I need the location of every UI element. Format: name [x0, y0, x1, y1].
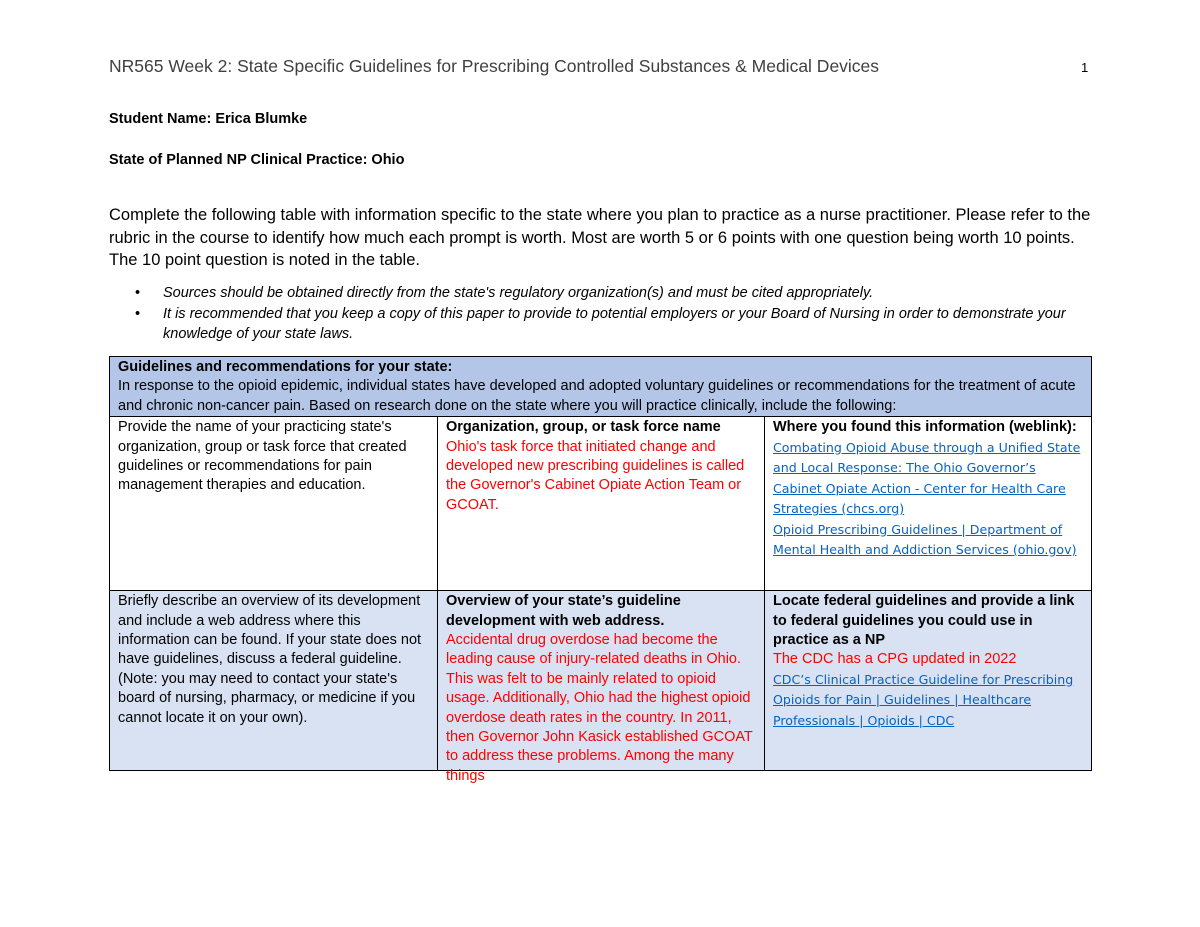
chcs-link[interactable]: Combating Opioid Abuse through a Unified State and Local Response: The Ohio Governor’s Cabinet Opiate Action - Center for Health Care Strategies (chcs.org)	[773, 439, 1081, 517]
prompt-text: Briefly describe an overview of its development and include a web address where this information can be found. If your state does not have guidelines, discuss a federal guideline. (Note: you may need to contact your state's board of nursing, pharmacy, or medicine if you cannot locate it on your own).	[118, 593, 422, 726]
answer-heading: Overview of your state’s guideline development with web address.	[446, 593, 681, 629]
ohio-mha-link[interactable]: Opioid Prescribing Guidelines | Department of Mental Health and Addiction Services (ohio.gov)	[773, 521, 1077, 558]
running-header: NR565 Week 2: State Specific Guidelines for Prescribing Controlled Substances & Medical Devices	[109, 56, 880, 76]
table-header-title: Guidelines and recommendations for your state:	[118, 359, 453, 375]
federal-heading: Locate federal guidelines and provide a link to federal guidelines you could use in practice as a NP	[773, 593, 1075, 649]
bullet-text: It is recommended that you keep a copy of this paper to provide to potential employers or your Board of Nursing in order to demonstrate your knowledge of your state laws.	[163, 305, 1066, 342]
source-heading: Where you found this information (weblink):	[773, 419, 1077, 436]
table-row	[110, 417, 1092, 591]
cdc-guideline-link[interactable]: CDC’s Clinical Practice Guideline for Prescribing Opioids for Pain | Guidelines | Healthcare Professionals | Opioids | CDC	[773, 671, 1074, 728]
bullet-icon: •	[135, 305, 141, 322]
bullet-item	[125, 304, 1095, 345]
federal-answer: The CDC has a CPG updated in 2022	[773, 651, 1017, 668]
guidelines-table	[109, 356, 1092, 784]
answer-heading: Organization, group, or task force name	[446, 419, 721, 436]
table-header-text: In response to the opioid epidemic, individual states have developed and adopted voluntary guidelines or recommendations for the treatment of acute and chronic non-cancer pain. Based on research done on the state where you will practice clinically, include the following:	[118, 378, 1076, 414]
prompt-text: Provide the name of your practicing state's organization, group or task force that created guidelines or recommendations for pain management therapies and education.	[118, 419, 407, 494]
prompt-cell	[110, 417, 438, 591]
prompt-cell	[110, 591, 438, 771]
answer-text: Accidental drug overdose had become the leading cause of injury-related deaths in Ohio. This was felt to be mainly related to opioid usage. Additionally, Ohio had the highest opioid overdose death rates in the country. In 2011, then Governor John Kasick established GCOAT to address these problems. Among the many things	[446, 632, 753, 784]
answer-cell	[438, 417, 765, 591]
bullet-item	[125, 283, 1095, 304]
practice-state-line: State of Planned NP Clinical Practice: Ohio	[109, 152, 405, 168]
bullet-icon: •	[135, 285, 141, 301]
source-cell	[765, 417, 1092, 591]
answer-text: Ohio's task force that initiated change and developed new prescribing guidelines is called the Governor's Cabinet Opiate Action Team or GCOAT.	[446, 438, 745, 513]
federal-cell	[765, 591, 1092, 771]
table-row	[110, 591, 1092, 771]
page-number: 1	[1081, 60, 1089, 75]
bullet-text: Sources should be obtained directly from the state's regulatory organization(s) and must be cited appropriately.	[163, 285, 874, 301]
instruction-bullets	[125, 283, 1095, 345]
student-name-line: Student Name: Erica Blumke	[109, 111, 308, 127]
answer-cell	[438, 591, 765, 784]
instructions-paragraph: Complete the following table with information specific to the state where you plan to practice as a nurse practitioner. Please refer to the rubric in the course to identify how much each prompt is worth. Most are worth 5 or 6 points with one question being worth 10 points. The 10 point question is noted in the table.	[109, 206, 1091, 269]
table-header-cell	[110, 357, 1092, 417]
